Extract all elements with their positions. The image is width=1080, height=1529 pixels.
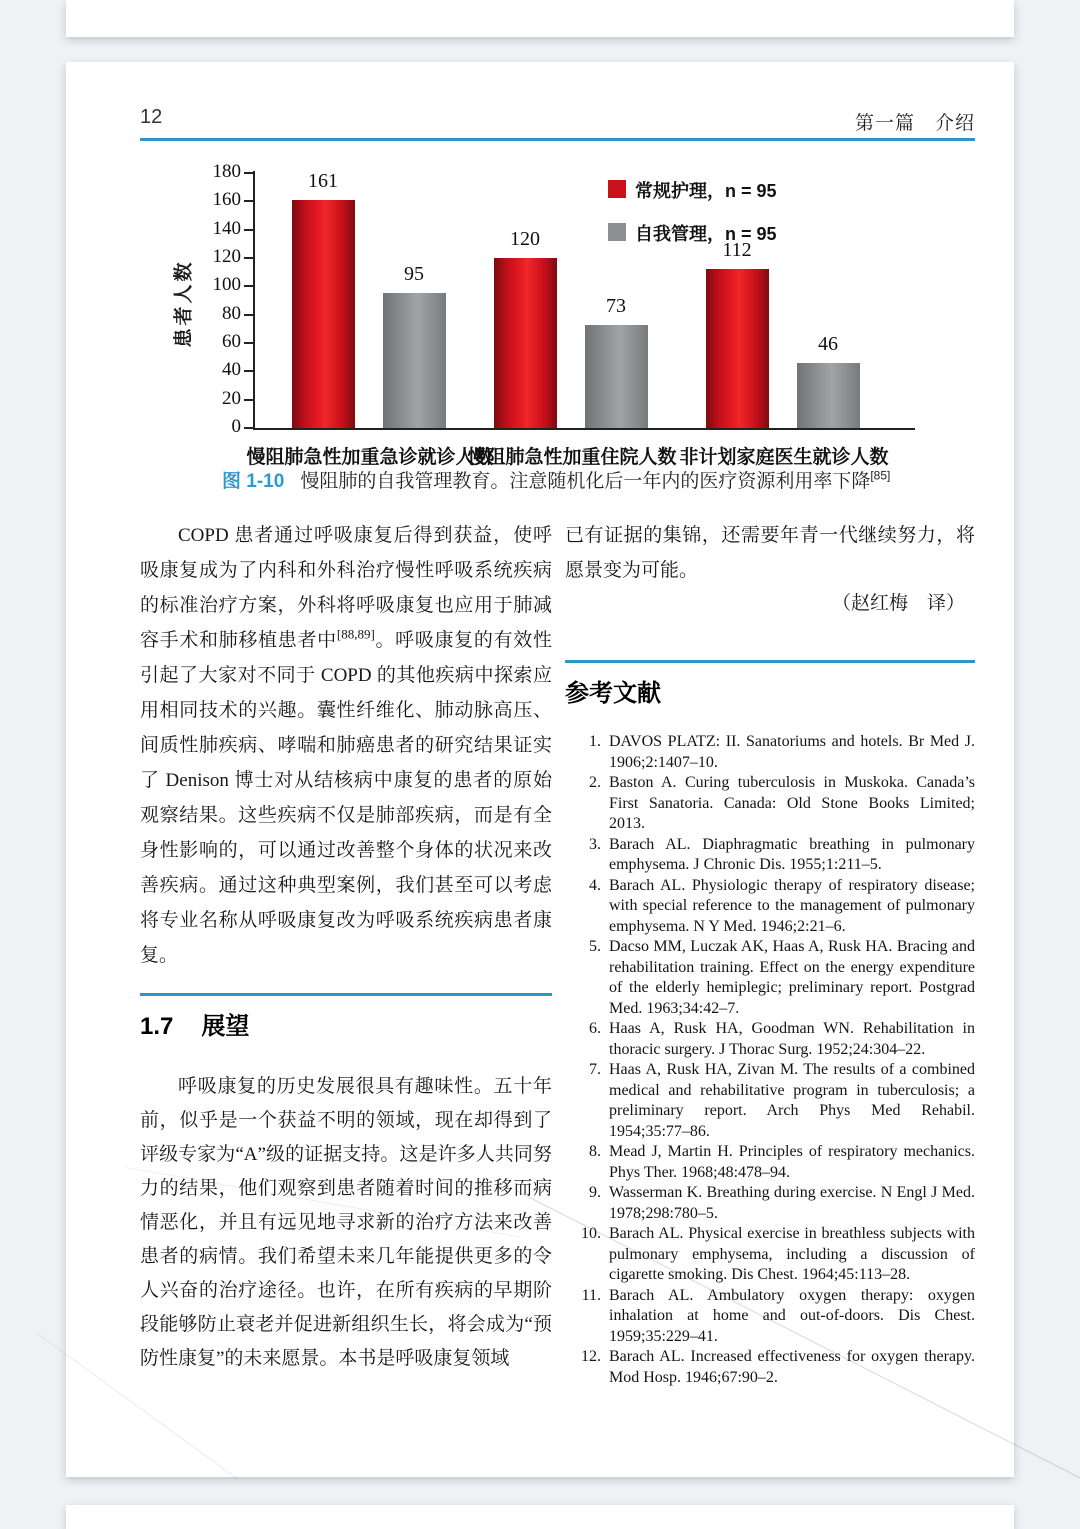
reference-number: 7. [589, 1061, 601, 1078]
bar-value-label: 112 [722, 239, 752, 261]
y-tick-label: 120 [212, 246, 241, 267]
figure-caption [222, 466, 922, 493]
continuation-paragraph: 已有证据的集锦，还需要年青一代继续努力，将愿景变为可能。 [565, 525, 975, 581]
reference-item [565, 1347, 975, 1388]
bar-value-label: 46 [818, 333, 838, 355]
translator-credit: （赵红梅 译） [831, 593, 965, 614]
bar-usual-care [706, 269, 769, 428]
bar-usual-care [494, 258, 557, 428]
y-axis-tick [244, 399, 253, 401]
reference-number: 10. [581, 1225, 601, 1242]
bar-self-management [797, 363, 860, 428]
page-number: 12 [140, 106, 163, 128]
legend-swatch [608, 180, 626, 198]
x-category-label: 非计划家庭医生就诊人数 [679, 447, 889, 468]
x-category-label: 慢阻肺急性加重住院人数 [467, 447, 677, 468]
reference-number: 3. [589, 835, 601, 853]
figure-label: 图 1-10 [222, 471, 285, 492]
reference-item [565, 1183, 975, 1224]
reference-text: Barach AL. Increased effectiveness for oxygen therapy. Mod Hosp. 1946;67:90–2. [609, 1348, 975, 1386]
reference-text: Haas A, Rusk HA, Zivan M. The results of a combined medical and rehabilitative program in tuberculosis; a preliminary report. Arch Phys Med Rehabil. 1954;35:77–86. [609, 1061, 975, 1140]
section-rule [140, 993, 552, 996]
legend-label: 自我管理，n = 95 [635, 224, 777, 244]
book-page [66, 62, 1014, 1477]
bar-value-label: 120 [510, 228, 540, 250]
reference-text: Barach AL. Ambulatory oxygen therapy: oxygen inhalation at home and out-of-doors. Dis Chest. 1959;35:229–41. [609, 1286, 975, 1345]
bar-self-management [585, 325, 648, 428]
header-rule [140, 138, 975, 141]
y-axis-tick [244, 427, 253, 429]
reference-number: 6. [589, 1020, 601, 1037]
next-page-edge [66, 1505, 1014, 1529]
reference-number: 8. [589, 1143, 601, 1160]
body-paragraph-2: 呼吸康复的历史发展很具有趣味性。五十年前，似乎是一个获益不明的领域，现在却得到了评级专家为“A”级的证据支持。这是许多人共同努力的结果，他们观察到患者随着时间的推移而病情恶化，并且有远见地寻求新的治疗方法来改善患者的病情。我们希望未来几年能提供更多的令人兴奋的治疗途径。也许，在所有疾病的早期阶段能够防止衰老并促进新组织生长，将会成为“预防性康复”的未来愿景。本书是呼吸康复领域 [140, 1076, 552, 1369]
reference-text: Barach AL. Physiologic therapy of respiratory disease; with special reference to the management of pulmonary emphysema. N Y Med. 1946;2:21–6. [609, 876, 975, 935]
body-paragraph-1 [140, 518, 552, 973]
y-axis-tick [244, 229, 253, 231]
section-title: 展望 [201, 1013, 250, 1040]
reference-text: Dacso MM, Luczak AK, Haas A, Rusk HA. Bracing and rehabilitation training. Effect on the energy expenditure of the elderly hemiplegic; preliminary report. Postgrad Med. 1963;34:42–7. [609, 938, 975, 1017]
y-tick-label: 100 [212, 274, 241, 296]
y-axis-tick [244, 285, 253, 287]
reference-text: Haas A, Rusk HA, Goodman WN. Rehabilitation in thoracic surgery. J Thorac Surg. 1952;24:304–22. [609, 1020, 975, 1058]
reference-text: Barach AL. Physical exercise in breathless subjects with pulmonary emphysema, including a discussion of cigarette smoking. Dis Chest. 1964;45:113–28. [609, 1225, 975, 1283]
y-tick-label: 40 [222, 359, 241, 381]
reference-item [565, 937, 975, 1019]
bar-value-label: 95 [404, 263, 424, 285]
reference-number: 11. [581, 1286, 601, 1304]
reference-item [565, 876, 975, 938]
reference-item [565, 1224, 975, 1286]
y-tick-label: 60 [222, 331, 241, 352]
figure-caption-text: 慢阻肺的自我管理教育。注意随机化后一年内的医疗资源利用率下降 [300, 471, 871, 492]
y-axis-title: 患者人数 [173, 259, 195, 348]
reference-number: 12. [581, 1348, 601, 1365]
y-tick-label: 140 [212, 217, 241, 239]
paragraph-text: COPD 患者通过呼吸康复后得到获益，使呼吸康复成为了内科和外科治疗慢性呼吸系统疾病的标准治疗方案，外科将呼吸康复也应用于肺减容手术和肺移植患者中 [140, 525, 552, 651]
bar-value-label: 73 [606, 295, 626, 317]
reference-item [565, 1286, 975, 1348]
paragraph-text: 。呼吸康复的有效性引起了大家对不同于 COPD 的其他疾病中探索应用相同技术的兴趣。囊性纤维化、肺动脉高压、间质性肺疾病、哮喘和肺癌患者的研究结果证实了 Denison 博士对从结核病中康复的患者的原始观察结果。这些疾病不仅是肺部疾病，而是有全身性影响的，可以通过改善整个身体的状况来改善疾病。通过这种典型案例，我们甚至可以考虑将专业名称从呼吸康复改为呼吸系统疾病患者康复。 [140, 630, 552, 966]
y-axis-tick [244, 257, 253, 259]
legend-swatch [608, 223, 626, 241]
y-axis-tick [244, 370, 253, 372]
references-heading: 参考文献 [565, 680, 661, 707]
figure-reference-superscript: [85] [870, 468, 891, 483]
y-tick-label: 180 [212, 161, 241, 182]
section-number: 1.7 [140, 1013, 174, 1040]
section-heading [140, 1006, 249, 1041]
reference-text: Mead J, Martin H. Principles of respiratory mechanics. Phys Ther. 1968;48:478–94. [609, 1143, 975, 1181]
bar-value-label: 161 [308, 170, 338, 192]
reference-item [565, 732, 975, 773]
bar-self-management [383, 293, 446, 428]
reference-text: DAVOS PLATZ: II. Sanatoriums and hotels. Br Med J. 1906;2:1407–10. [609, 733, 975, 771]
x-axis-line [253, 428, 915, 430]
reference-item [565, 773, 975, 835]
reference-number: 2. [589, 774, 601, 791]
reference-number: 9. [589, 1184, 601, 1201]
reference-text: Wasserman K. Breathing during exercise. N Engl J Med. 1978;298:780–5. [609, 1184, 975, 1222]
legend-label: 常规护理，n = 95 [635, 181, 777, 201]
y-axis-tick [244, 172, 253, 174]
x-category-label: 慢阻肺急性加重急诊就诊人数 [246, 447, 494, 468]
y-tick-label: 20 [222, 387, 241, 409]
citation-superscript: [88,89] [336, 626, 375, 642]
reference-item [565, 1060, 975, 1142]
running-header: 第一篇 介绍 [854, 113, 975, 134]
previous-page-edge [66, 0, 1014, 37]
reference-item [565, 1019, 975, 1060]
y-tick-label: 160 [212, 189, 241, 211]
y-axis-tick [244, 342, 253, 344]
y-axis-tick [244, 200, 253, 202]
y-tick-label: 0 [231, 416, 241, 437]
reference-text: Barach AL. Diaphragmatic breathing in pulmonary emphysema. J Chronic Dis. 1955;1:211–5. [609, 835, 975, 873]
y-tick-label: 80 [222, 302, 241, 324]
references-list [565, 732, 975, 1388]
y-axis-line [253, 171, 255, 428]
reference-item [565, 835, 975, 876]
reference-item [565, 1142, 975, 1183]
bar-chart-figure [140, 162, 975, 492]
reference-text: Baston A. Curing tuberculosis in Muskoka. Canada’s First Sanatoria. Canada: Old Stone Books Limited; 2013. [609, 774, 975, 832]
bar-usual-care [292, 200, 355, 428]
reference-number: 1. [589, 733, 601, 750]
y-axis-tick [244, 314, 253, 316]
reference-number: 5. [589, 938, 601, 955]
references-rule [565, 660, 975, 663]
reference-number: 4. [589, 876, 601, 894]
